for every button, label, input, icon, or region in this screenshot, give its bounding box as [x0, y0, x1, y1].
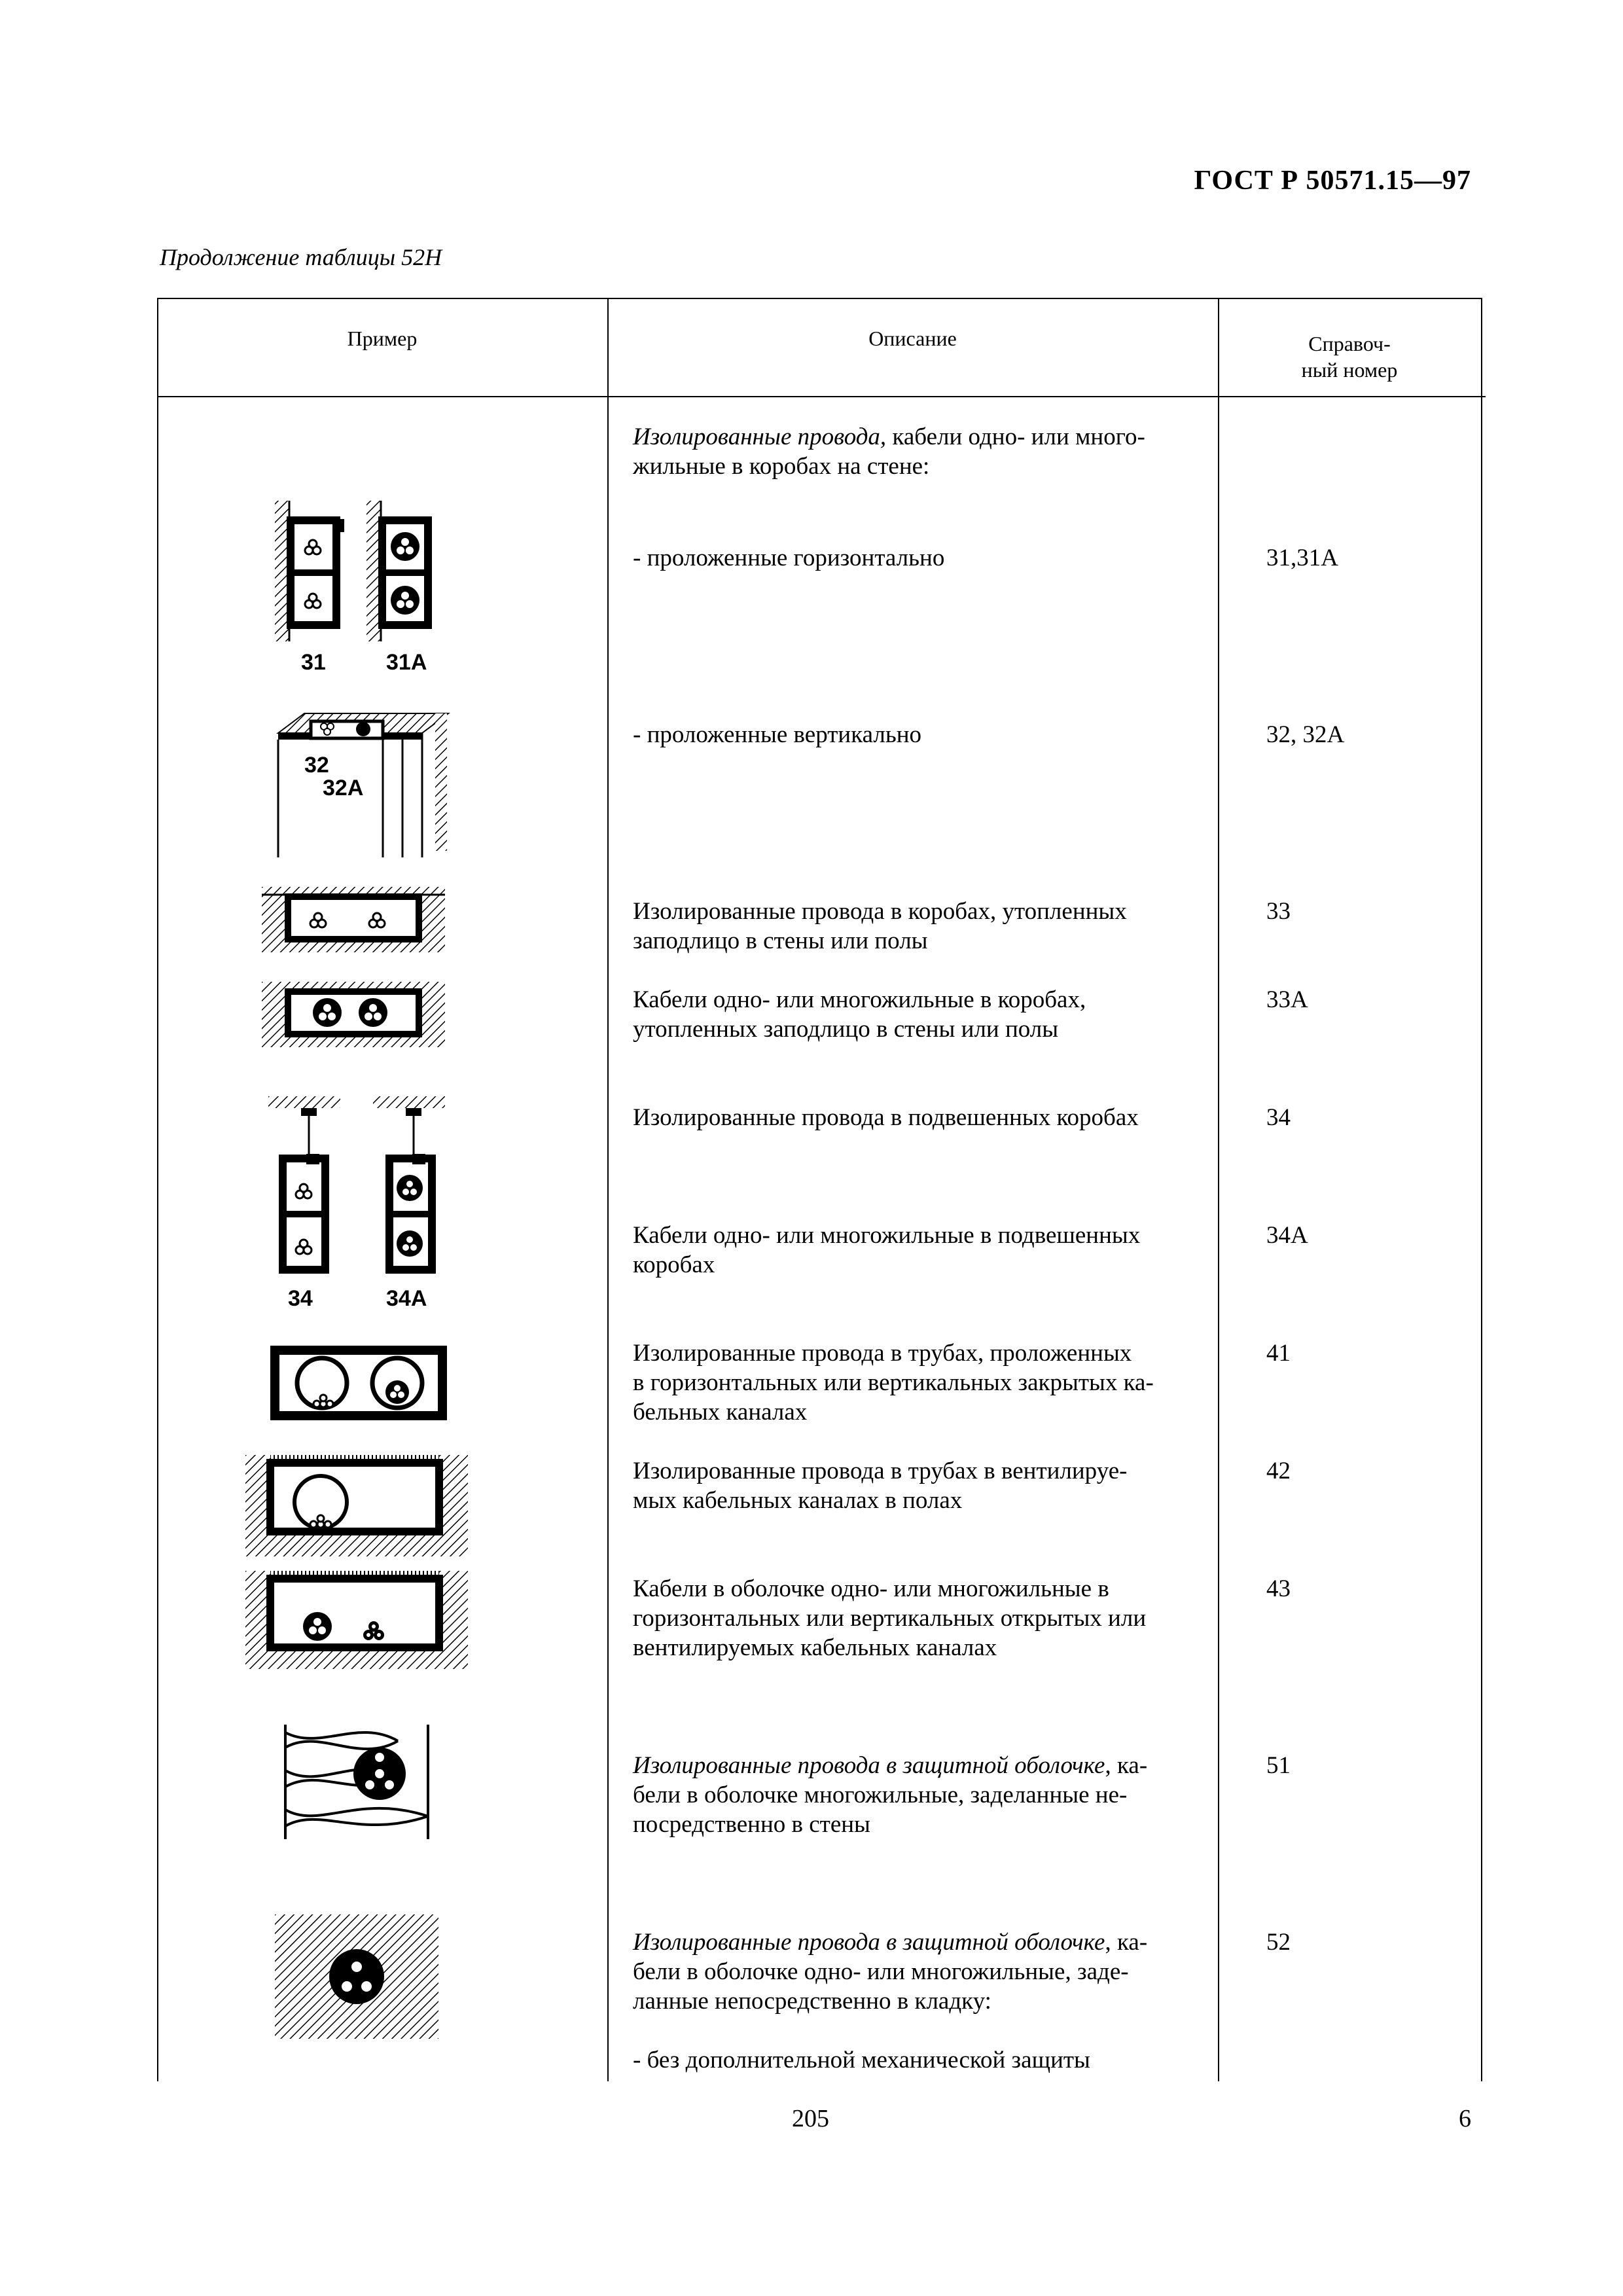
- figure-label-32a: 32А: [323, 776, 364, 800]
- description-text: кабели одно- или много-: [886, 423, 1145, 450]
- description-intro: [633, 422, 1234, 481]
- description-text: Изолированные провода в трубах, проложенных: [633, 1340, 1132, 1367]
- table-border-left: [157, 298, 158, 2081]
- reference-41: 41: [1266, 1340, 1291, 1367]
- table-border-top: [157, 298, 1482, 299]
- reference-34: 34: [1266, 1104, 1291, 1131]
- figure-label-31a: 31А: [386, 650, 427, 675]
- reference-34a: 34А: [1266, 1222, 1308, 1249]
- flush-trunking-figure: [262, 887, 458, 959]
- description-text: - без дополнительной механической защиты: [633, 2047, 1090, 2073]
- description-text: коробах: [633, 1251, 715, 1278]
- wall-trunking-horizontal-figure: [275, 494, 491, 677]
- figure-label-34: 34: [288, 1286, 313, 1311]
- ventilated-floor-channel-figure: [245, 1455, 468, 1560]
- table-caption: Продолжение таблицы 52Н: [160, 244, 442, 270]
- description-text: бели в оболочке одно- или многожильные, заде-: [633, 1958, 1129, 1985]
- closed-channel-conduit-figure: [270, 1345, 453, 1424]
- reference-header-line2: ный номер: [1301, 358, 1398, 382]
- reference-33a: 33А: [1266, 986, 1308, 1013]
- description-33a: [633, 985, 1234, 1044]
- description-text: утопленных заподлицо в стены или полы: [633, 1016, 1059, 1043]
- description-italic: Изолированные провода в защитной оболочке: [633, 1929, 1105, 1956]
- reference-32: 32, 32А: [1266, 721, 1345, 748]
- description-41: [633, 1338, 1234, 1427]
- description-text: Изолированные провода в коробах, утопленных: [633, 898, 1127, 925]
- figure-label-34a: 34А: [386, 1286, 427, 1311]
- description-52: [633, 1928, 1234, 2075]
- description-text: , ка-: [1105, 1929, 1148, 1956]
- header-divider: [157, 396, 1486, 397]
- reference-42: 42: [1266, 1458, 1291, 1484]
- wall-trunking-vertical-figure: [265, 707, 481, 864]
- column-header-reference: [1218, 331, 1481, 383]
- description-italic: Изолированные провода в защитной оболочке: [633, 1752, 1105, 1779]
- description-text: бели в оболочке многожильные, заделанные не-: [633, 1782, 1128, 1808]
- reference-43: 43: [1266, 1575, 1291, 1602]
- description-42: [633, 1456, 1234, 1515]
- description-text: ланные непосредственно в кладку:: [633, 1988, 991, 2015]
- description-text: Кабели в оболочке одно- или многожильные в: [633, 1575, 1109, 1602]
- description-italic: Изолированные провода,: [633, 423, 887, 450]
- description-32: - проложенные вертикально: [633, 721, 922, 748]
- description-43: [633, 1574, 1234, 1662]
- description-text: заподлицо в стены или полы: [633, 927, 928, 954]
- reference-51: 51: [1266, 1752, 1291, 1779]
- description-34a: [633, 1221, 1234, 1280]
- column-header-description: Описание: [868, 327, 957, 350]
- description-text: мых кабельных каналах в полах: [633, 1487, 963, 1514]
- figure-label-32: 32: [304, 753, 329, 778]
- cable-in-masonry-figure: [275, 1914, 445, 2045]
- description-33: [633, 897, 1234, 956]
- description-text: горизонтальных или вертикальных открытых или: [633, 1605, 1147, 1632]
- reference-31: 31,31А: [1266, 545, 1338, 571]
- description-text: бельных каналах: [633, 1399, 808, 1426]
- description-text: Кабели одно- или многожильные в подвешенных: [633, 1222, 1141, 1249]
- column-divider-1: [607, 298, 609, 2081]
- reference-52: 52: [1266, 1929, 1291, 1956]
- table-border-right: [1481, 298, 1482, 2081]
- reference-header-line1: Справоч-: [1308, 332, 1391, 355]
- flush-trunking-cable-figure: [262, 982, 458, 1054]
- open-ventilated-channel-figure: [245, 1571, 468, 1676]
- sheet-number: 6: [1459, 2105, 1471, 2132]
- suspended-trunking-figure: [268, 1096, 465, 1312]
- document-code: ГОСТ Р 50571.15—97: [1194, 166, 1471, 196]
- description-31: - проложенные горизонтально: [633, 545, 945, 571]
- description-34: Изолированные провода в подвешенных коробах: [633, 1104, 1139, 1131]
- description-text: жильные в коробах на стене:: [633, 453, 930, 480]
- figure-label-31: 31: [301, 650, 326, 675]
- description-text: вентилируемых кабельных каналах: [633, 1634, 997, 1661]
- table: [157, 298, 1482, 2081]
- column-header-example: Пример: [347, 327, 418, 350]
- description-text: в горизонтальных или вертикальных закрытых ка-: [633, 1369, 1154, 1396]
- page-number: 205: [792, 2105, 829, 2132]
- description-text: Кабели одно- или многожильные в коробах,: [633, 986, 1086, 1013]
- sheathed-cable-in-wall-figure: [280, 1725, 437, 1842]
- description-text: , ка-: [1105, 1752, 1148, 1779]
- reference-33: 33: [1266, 898, 1291, 925]
- description-text: Изолированные провода в трубах в вентилируе-: [633, 1458, 1128, 1484]
- description-51: [633, 1751, 1234, 1839]
- description-text: посредственно в стены: [633, 1811, 870, 1838]
